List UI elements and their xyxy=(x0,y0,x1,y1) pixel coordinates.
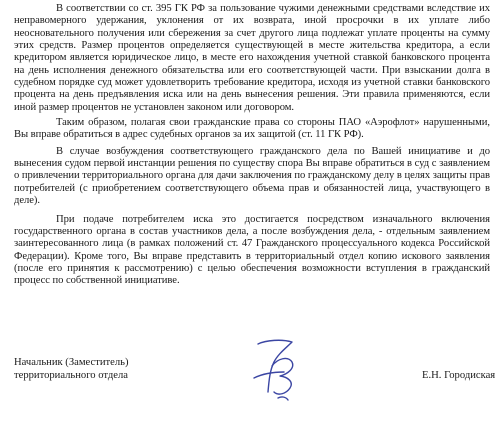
signatory-title-line-2: территориального отдела xyxy=(14,370,128,381)
signature-stroke-3 xyxy=(254,372,284,378)
signatory-name: Е.Н. Городиская xyxy=(422,370,496,381)
paragraph-procedure-article-47: При подаче потребителем иска это достигается посредством изначального включения государственного органа в состав участников дела, а после возбуждения дела, - отдельным заявлением заинтересованного лица (в рамках положений ст. 47 Гражданского процессуального кодекса Российской Федерации). Кроме того, Вы вправе представить в территориальный отдел копию искового заявления (после его принятия к рассмотрению) с целью обеспечения возможности вступления в гражданский процесс по собственной инициативе. xyxy=(14,213,490,287)
paragraph-territorial-body-involvement: В случае возбуждения соответствующего гражданского дела по Вашей инициативе и до вынесения судом первой инстанции решения по существу спора Вы вправе обратиться в суд с заявлением о привлечении территориального органа для дачи заключения по гражданскому делу в целях защиты прав потребителей (с приобретением соответствующего объема прав и обязанностей лица, участвующего в деле). xyxy=(14,145,490,207)
handwritten-signature-icon xyxy=(248,336,304,406)
signatory-title xyxy=(14,356,129,382)
paragraph-right-to-court: Таким образом, полагая свои гражданские права со стороны ПАО «Аэрофлот» нарушенными, Вы вправе обратиться в адрес судебных органов за их защитой (ст. 11 ГК РФ). xyxy=(14,117,490,141)
document-body xyxy=(14,3,490,290)
signatory-title-line-1: Начальник (Заместитель) xyxy=(14,357,129,368)
signature-stroke-2 xyxy=(272,359,293,395)
signature-stroke-1 xyxy=(258,340,292,392)
signature-stroke-4 xyxy=(278,397,288,400)
paragraph-interest-article-395: В соответствии со ст. 395 ГК РФ за пользование чужими денежными средствами вследствие их неправомерного удержания, уклонения от их возврата, иной просрочки в их уплате либо неосновательного получения или сбережения за счет другого лица подлежат уплате проценты на сумму этих средств. Размер процентов определяется существующей в месте жительства кредитора, а если кредитором является юридическое лицо, в месте его нахождения учетной ставкой банковского процента на день исполнения денежного обязательства или его соответствующей части. При взыскании долга в судебном порядке суд может удовлетворить требование кредитора, исходя из учетной ставки банковского процента на день предъявления иска или на день вынесения решения. Эти правила применяются, если иной размер процентов не установлен законом или договором. xyxy=(14,3,490,113)
